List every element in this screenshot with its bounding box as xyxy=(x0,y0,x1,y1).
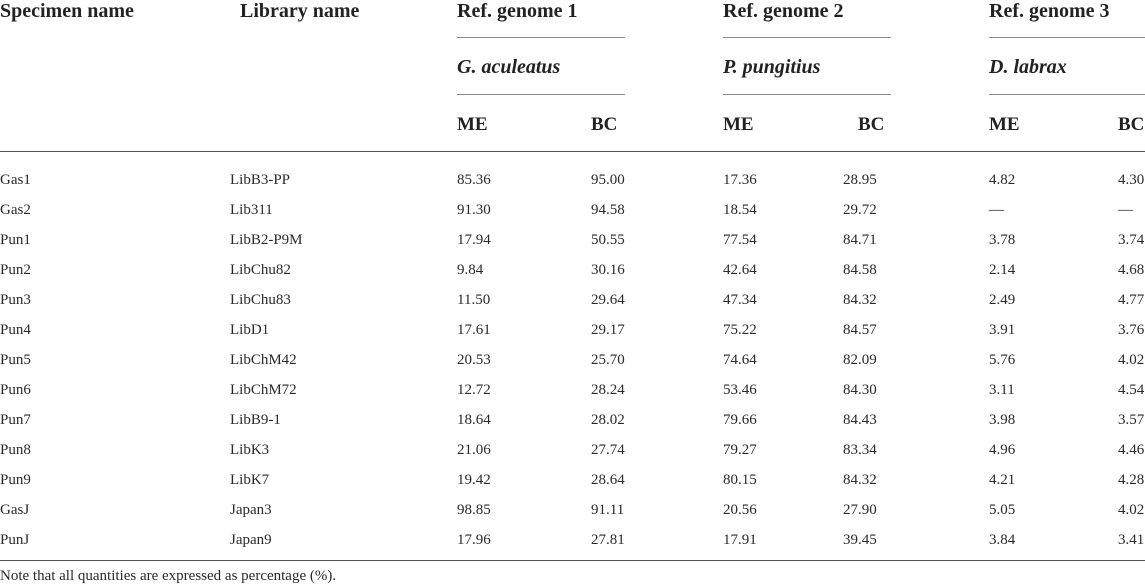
library-cell: LibK7 xyxy=(230,472,270,488)
ref3-me-cell: 5.05 xyxy=(989,502,1016,518)
ref1-bc-cell: 28.02 xyxy=(591,412,625,428)
header-specimen-name: Specimen name xyxy=(0,0,134,22)
ref1-me-cell: 85.36 xyxy=(457,172,491,188)
subheader-bc-3: BC xyxy=(1118,114,1145,135)
specimen-cell: Gas2 xyxy=(0,202,31,218)
ref1-me-cell: 17.94 xyxy=(457,232,491,248)
library-cell: LibChM42 xyxy=(230,352,297,368)
library-cell: LibK3 xyxy=(230,442,270,458)
table-row xyxy=(0,346,1145,376)
ref3-me-cell: 3.78 xyxy=(989,232,1016,248)
species-d-labrax: D. labrax xyxy=(989,56,1067,78)
specimen-cell: GasJ xyxy=(0,502,30,518)
library-cell: Lib311 xyxy=(230,202,273,218)
specimen-cell: Pun2 xyxy=(0,262,31,278)
ref2-bc-cell: 84.32 xyxy=(843,472,877,488)
ref1-bc-cell: 25.70 xyxy=(591,352,625,368)
ref3-me-cell: 4.82 xyxy=(989,172,1016,188)
ref2-me-cell: 18.54 xyxy=(723,202,757,218)
species-rule-2 xyxy=(723,94,891,95)
ref2-me-cell: 17.91 xyxy=(723,532,757,548)
library-cell: Japan9 xyxy=(230,532,272,548)
ref1-me-cell: 98.85 xyxy=(457,502,491,518)
ref3-bc-cell: 3.41 xyxy=(1118,532,1145,548)
ref3-bc-cell: 4.77 xyxy=(1118,292,1145,308)
ref3-bc-cell: 3.76 xyxy=(1118,322,1145,338)
ref2-bc-cell: 83.34 xyxy=(843,442,877,458)
ref1-bc-cell: 94.58 xyxy=(591,202,625,218)
ref2-bc-cell: 84.43 xyxy=(843,412,877,428)
group-rule-1 xyxy=(457,37,625,38)
table-row xyxy=(0,286,1145,316)
library-cell: LibB3-PP xyxy=(230,172,291,188)
header-bottom-rule xyxy=(0,151,1145,152)
ref2-me-cell: 47.34 xyxy=(723,292,757,308)
species-rule-1 xyxy=(457,94,625,95)
ref2-me-cell: 17.36 xyxy=(723,172,757,188)
ref1-me-cell: 12.72 xyxy=(457,382,491,398)
specimen-cell: Pun7 xyxy=(0,412,31,428)
table-row xyxy=(0,196,1145,226)
table-footnote: Note that all quantities are expressed as percentage (%). xyxy=(0,568,337,584)
header-ref-genome-1: Ref. genome 1 xyxy=(457,0,578,22)
subheader-me-2: ME xyxy=(723,114,754,135)
ref1-bc-cell: 95.00 xyxy=(591,172,625,188)
ref2-me-cell: 79.66 xyxy=(723,412,757,428)
library-cell: LibB2-P9M xyxy=(230,232,303,248)
subheader-bc-2: BC xyxy=(858,114,885,135)
ref2-me-cell: 75.22 xyxy=(723,322,757,338)
ref3-bc-cell: 4.02 xyxy=(1118,352,1145,368)
ref1-me-cell: 17.96 xyxy=(457,532,491,548)
ref2-bc-cell: 29.72 xyxy=(843,202,877,218)
ref2-me-cell: 53.46 xyxy=(723,382,757,398)
ref1-bc-cell: 29.17 xyxy=(591,322,625,338)
species-rule-3 xyxy=(989,94,1145,95)
header-library-name: Library name xyxy=(240,0,360,22)
ref1-bc-cell: 91.11 xyxy=(591,502,625,518)
specimen-cell: Pun1 xyxy=(0,232,31,248)
library-cell: LibChM72 xyxy=(230,382,297,398)
ref2-bc-cell: 39.45 xyxy=(843,532,877,548)
ref3-bc-cell: 3.57 xyxy=(1118,412,1145,428)
table-row xyxy=(0,226,1145,256)
ref3-me-cell: 2.49 xyxy=(989,292,1016,308)
ref2-bc-cell: 84.71 xyxy=(843,232,877,248)
ref2-bc-cell: 82.09 xyxy=(843,352,877,368)
group-rule-2 xyxy=(723,37,891,38)
ref3-me-cell: 3.91 xyxy=(989,322,1016,338)
ref3-me-cell: 3.98 xyxy=(989,412,1016,428)
ref2-me-cell: 77.54 xyxy=(723,232,757,248)
header-ref-genome-3: Ref. genome 3 xyxy=(989,0,1110,22)
header-ref-genome-2: Ref. genome 2 xyxy=(723,0,844,22)
specimen-cell: Gas1 xyxy=(0,172,31,188)
ref3-bc-cell: 4.02 xyxy=(1118,502,1145,518)
specimen-cell: Pun4 xyxy=(0,322,31,338)
ref1-me-cell: 17.61 xyxy=(457,322,491,338)
ref2-bc-cell: 27.90 xyxy=(843,502,877,518)
table-row xyxy=(0,526,1145,556)
ref2-me-cell: 74.64 xyxy=(723,352,757,368)
ref3-me-cell: 2.14 xyxy=(989,262,1016,278)
ref2-me-cell: 80.15 xyxy=(723,472,757,488)
group-rule-3 xyxy=(989,37,1145,38)
library-cell: LibB9-1 xyxy=(230,412,281,428)
library-cell: Japan3 xyxy=(230,502,272,518)
ref2-me-cell: 79.27 xyxy=(723,442,757,458)
ref1-bc-cell: 27.74 xyxy=(591,442,625,458)
library-cell: LibChu83 xyxy=(230,292,291,308)
specimen-cell: Pun5 xyxy=(0,352,31,368)
ref2-bc-cell: 28.95 xyxy=(843,172,877,188)
table-row xyxy=(0,406,1145,436)
ref1-bc-cell: 27.81 xyxy=(591,532,625,548)
specimen-cell: Pun3 xyxy=(0,292,31,308)
ref3-bc-cell: 4.46 xyxy=(1118,442,1145,458)
ref3-bc-cell: 4.30 xyxy=(1118,172,1145,188)
ref2-me-cell: 42.64 xyxy=(723,262,757,278)
ref1-me-cell: 18.64 xyxy=(457,412,491,428)
ref3-me-cell: — xyxy=(989,202,1004,218)
table-row xyxy=(0,376,1145,406)
subheader-me-1: ME xyxy=(457,114,488,135)
ref2-me-cell: 20.56 xyxy=(723,502,757,518)
ref1-bc-cell: 50.55 xyxy=(591,232,625,248)
ref1-bc-cell: 28.64 xyxy=(591,472,625,488)
ref3-bc-cell: 3.74 xyxy=(1118,232,1145,248)
ref1-bc-cell: 29.64 xyxy=(591,292,625,308)
ref2-bc-cell: 84.57 xyxy=(843,322,877,338)
specimen-cell: Pun6 xyxy=(0,382,31,398)
specimen-cell: Pun9 xyxy=(0,472,31,488)
ref3-me-cell: 5.76 xyxy=(989,352,1016,368)
table-row xyxy=(0,496,1145,526)
ref1-bc-cell: 30.16 xyxy=(591,262,625,278)
subheader-me-3: ME xyxy=(989,114,1020,135)
ref1-me-cell: 20.53 xyxy=(457,352,491,368)
ref3-bc-cell: 4.54 xyxy=(1118,382,1145,398)
ref3-me-cell: 4.21 xyxy=(989,472,1016,488)
table-row xyxy=(0,466,1145,496)
table-row xyxy=(0,436,1145,466)
library-cell: LibChu82 xyxy=(230,262,291,278)
ref1-me-cell: 19.42 xyxy=(457,472,491,488)
ref1-me-cell: 91.30 xyxy=(457,202,491,218)
table-row xyxy=(0,166,1145,196)
ref1-bc-cell: 28.24 xyxy=(591,382,625,398)
subheader-bc-1: BC xyxy=(591,114,618,135)
ref3-me-cell: 3.11 xyxy=(989,382,1015,398)
ref3-bc-cell: — xyxy=(1118,202,1133,218)
table-row xyxy=(0,256,1145,286)
ref1-me-cell: 11.50 xyxy=(457,292,491,308)
ref2-bc-cell: 84.32 xyxy=(843,292,877,308)
ref3-me-cell: 4.96 xyxy=(989,442,1016,458)
ref3-me-cell: 3.84 xyxy=(989,532,1016,548)
library-cell: LibD1 xyxy=(230,322,270,338)
ref2-bc-cell: 84.58 xyxy=(843,262,877,278)
ref3-bc-cell: 4.28 xyxy=(1118,472,1145,488)
species-g-aculeatus: G. aculeatus xyxy=(457,56,561,78)
table-row xyxy=(0,316,1145,346)
species-p-pungitius: P. pungitius xyxy=(723,56,821,78)
table-bottom-rule xyxy=(0,560,1145,561)
ref2-bc-cell: 84.30 xyxy=(843,382,877,398)
ref3-bc-cell: 4.68 xyxy=(1118,262,1145,278)
ref1-me-cell: 9.84 xyxy=(457,262,484,278)
specimen-cell: Pun8 xyxy=(0,442,31,458)
ref1-me-cell: 21.06 xyxy=(457,442,491,458)
specimen-cell: PunJ xyxy=(0,532,30,548)
